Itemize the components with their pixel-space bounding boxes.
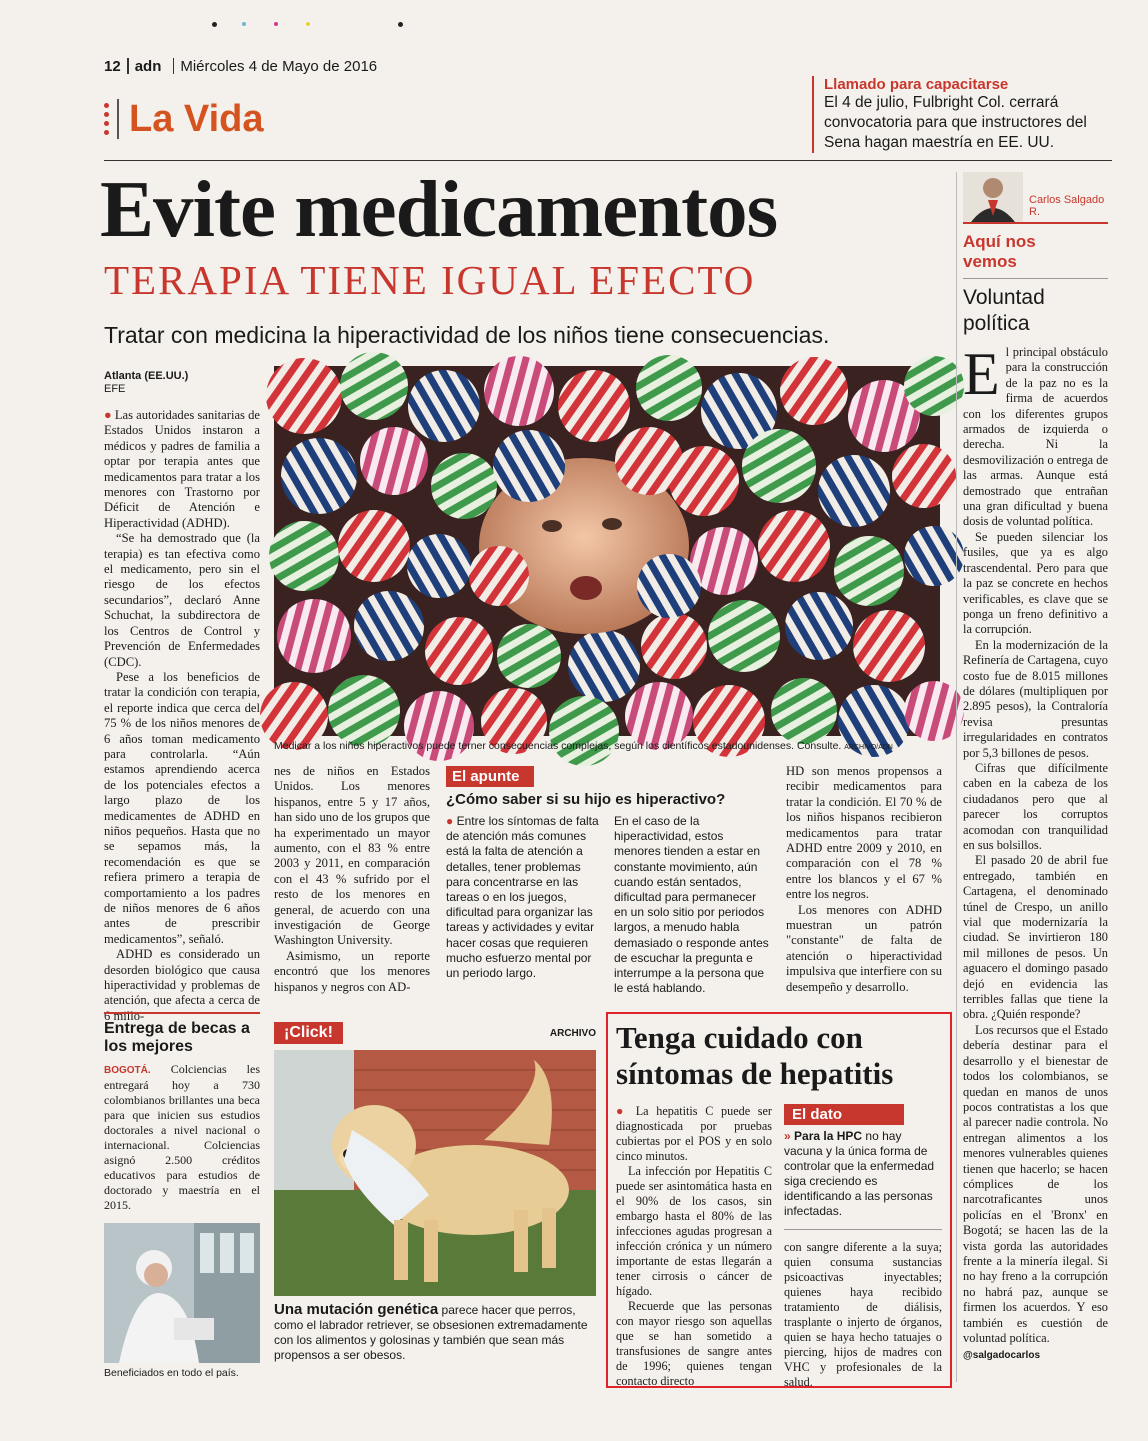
candy-balls-illustration [274,366,940,736]
click-credit: ARCHIVO [549,1027,596,1039]
section-title: La Vida [129,97,264,140]
candy-photo [274,366,940,736]
column-sidebar [956,172,1108,1382]
col5-paragraph-1: HD son menos propensos a recibir medicamentos para tratar la condición. El 70 % de los niños hispanos recibieron medicamentos para tratar ADHD entre 2009 y 2010, en comparación con el 78 % entre los blancos y el 67 % entre los negros. [786,764,942,902]
promo-text: El 4 de julio, Fulbright Col. cerrará convocatoria para que instructores del Sena hagan maestría en EE. UU. [824,94,1087,151]
column-paragraph-1: l principal obstáculo para la construcción de la paz no es la firma de acuerdos con los diferentes grupos armados de izquierda o derecha. Ni la desmovilización o entrega de las armas. Aunque está demostrado que entrañan una gran dificultad y buena dosis de voluntad política. [963,345,1108,529]
column-paragraph-4: Cifras que difícilmente caben en la cabeza de los ciudadanos pero que al parecer los corruptos acomodan con tranquilidad en sus bolsillos. [963,760,1108,852]
dato-label: El dato [784,1104,904,1125]
promo-title: Llamado para capacitarse [824,76,1009,93]
hepatitis-col2 [784,1104,942,1388]
apunte-box [446,766,772,996]
dato-text: » Para la HPC no hay vacuna y la única forma de controlar que la enfermedad siga creciendo es identificando a las personas infectadas. [784,1129,942,1230]
main-story-col1: ● Las autoridades sanitarias de Estados Unidos instaron a médicos y padres de familia a optar por terapia antes que medicamentos para tratar a los menores con Trastorno por Déficit de Atención e Hiperactividad (ADHD). “Se ha demostrado que (la terapia) es tan efectiva como el medicamento, pero sin el riesgo de los efectos secundarios”, declaró Anne Schuchat, la subdirectora de los Centros de Control y Prevención de Enfermedades (CDC). Pese a los beneficios de tratar la condición con terapia, el reporte indica que cerca del 75 % de los niños menores de 6 años toman medicamento para controlarla. “Aún estamos aprendiendo acerca de los potenciales efectos a largo plazo de los medicamentes de ADHD en niños pequeños. Hasta que no se sepamos más, la recomendación es que se refiera primero a terapia de comportamiento a los padres de niños menores de 6 años antes de prescribir medicamentos”, señaló. ADHD es considerado un desorden biológico que causa hiperactividad y problemas de atención, que afecta a cerca de 6 millo- [104,408,261,1023]
col1-paragraph-3: Pese a los beneficios de tratar la condición con terapia, el reporte indica que cerca del 75 % de los niños menores de 6 años toman medicamento para controlarla. “Aún estamos aprendiendo acerca de los potenciales efectos a largo plazo de los medicamentes de ADHD en niños pequeños. Hasta que no se sepamos más, la recomendación es que se refiera primero a terapia de comportamiento a los padres de niños menores de 6 años antes de prescribir medicamentos”, señaló. [104,669,260,946]
col2-paragraph-1: nes de niños en Estados Unidos. Los menores hispanos, entre 5 y 17 años, han sido uno de los grupos que ha experimentado un mayor aumento, con el 83 % entre 2003 y 2011, en comparación con el 43 % sufrido por el resto de los menores en general, de acuerdo con una investigación de George Washington University. [274,764,431,948]
section-tag [104,96,263,142]
top-rule [104,160,1112,161]
column-title: Voluntad política [963,286,1045,335]
column-paragraph-5: El pasado 20 de abril fue entregado, también en Cartagena, el denominado túnel de Crespo, un anillo vial que modernizaría la ciudad. Se invirtieron 180 mil millones de pesos. Un aguacero el domingo pasado dejó en evidencia las terribles fallas que tiene la obra. ¿Quién responde? [963,853,1108,1022]
becas-dateline: BOGOTÁ. [104,1065,151,1076]
dateline-agency: EFE [104,383,126,395]
columnist-handle: @salgadocarlos [963,1350,1041,1362]
registration-marks [212,18,412,32]
apunte-label: El apunte [446,766,534,787]
col1-paragraph-4: ADHD es considerado un desorden biológico que causa hiperactividad y problemas de atención, que afecta a cerca de 6 millo- [104,947,260,1023]
hepatitis-col1: ● La hepatitis C puede ser diagnosticada por pruebas cubiertas por el POS y en solo cinco minutos. La infección por Hepatitis C puede ser asintomática hasta en el 90% de los casos, sin embargo hasta el 80% de las infecciones agudas progresan a infección crónica y un número importante de estas llegarán a tener cirrosis o cáncer de hígado. Recuerde que las personas con mayor riesgo son aquellas que se han sometido a transfusiones de sangre antes de 1996; quienes tengan contacto directo [616,1104,772,1388]
apunte-title: ¿Cómo saber si su hijo es hiperactivo? [446,791,726,808]
dog-photo [274,1050,596,1296]
promo-box [812,76,1112,153]
columnist-name: Carlos Salgado R. [1029,194,1105,218]
column-paragraph-2: Se pueden silenciar los fusiles, que ya es algo trascendental. Pero para que la paz se concrete en hechos verificables, es clave que se ponga un freno definitivo a la corrupción. [963,529,1108,637]
click-header [274,1020,596,1046]
caption-text: Medicar a los niños hiperactivos puede terner consecuencias complejas, según los científicos estadounidenses. Consulte. [274,740,842,752]
apunte-col-b: En el caso de la hiperactividad, estos menores tienden a estar en constante movimiento, aún cuando están sentados, dificultad para permanecer en un solo sitio por periodos largos, a menudo habla demasiado o responde antes de escuchar la pregunta e interrumpe a la persona que le está hablando. [614,814,769,996]
columnist-header [963,172,1108,224]
section-dots [104,103,109,135]
col1-paragraph-1: Las autoridades sanitarias de Estados Unidos instaron a médicos y padres de familia a optar por terapia antes que medicamentos para tratar a los menores con Trastorno por Déficit de Atención e Hiperactividad (ADHD). [104,408,261,530]
click-caption: Una mutación genética parece hacer que perros, como el labrador retriever, se obsesionen extremadamente con los alimentos y golosinas y también que sean más propensos a ser obesos. [274,1301,588,1362]
hepatitis-headline: Tenga cuidado con síntomas de hepatitis [616,1020,894,1091]
col2-paragraph-2: Asimismo, un reporte encontró que los menores hispanos y negros con AD- [274,948,430,994]
column-paragraph-6: Los recursos que el Estado debería destinar para el desarrollo y el bienestar de todos los colombianos, se quedan en manos de unos pocos contratistas a los que al parecer nadie controla. No entregan alimentos a los menores vulnerables quienes tienen que hacerlo; se hacen cómplices de los narcotraficantes unos policías en el 'Bronx' en Bogotá; se hacen las de la vista gorda las autoridades frente a la minería ilegal. Si no hay freno a la corrupción no habrá paz, aunque se firmen los acuerdos. Y eso también es cuestión de voluntad política. [963,1022,1108,1345]
becas-photo [104,1223,260,1363]
apunte-col-a: ● Entre los síntomas de falta de atención más comunes está la falta de atención a detalles, tener problemas para concentrarse en las tareas o en los juegos, dificultad para organizar las tareas y actividades y evitar hacer cosas que requieren mucho esfuerzo mental por un periodo largo. [446,814,599,981]
headline: Evite medicamentos [100,164,778,254]
hepatitis-col2-text: con sangre diferente a la suya; quien consuma sustancias psicoactivas inyectables; quienes haya recibido tratamiento de diálisis, trasplante o injerto de órganos, quien se haya hecho tatuajes o piercing, hijos de madres con VHC y profesionales de la salud. [784,1240,942,1389]
brand-logo: adn [134,57,162,75]
col5-paragraph-2: Los menores con ADHD muestran un patrón "constante" de falta de atención o hiperactividad impulsiva que interfiere con su desempeño y desarrollo. [786,902,942,994]
dato-bold: Para la HPC [794,1129,863,1143]
click-caption-bold: Una mutación genética [274,1301,439,1318]
page-number: 12 [104,57,121,75]
click-label: ¡Click! [274,1022,343,1044]
photo-credit: ARCHIVO/ADN [844,744,893,751]
col1-paragraph-2: “Se ha demostrado que (la terapia) es tan efectiva como el medicamento, pero sin el riesgo de los efectos secundarios”, declaró Anne Schuchat, la subdirectora de los Centros de Control y Prevención de Enfermedades (CDC). [104,531,260,669]
column-body [963,341,1108,1441]
dateline [104,370,264,396]
becas-title: Entrega de becas a los mejores [104,1020,250,1055]
column-rule [963,278,1108,279]
click-box [274,1020,596,1370]
becas-caption: Beneficiados en todo el país. [104,1367,239,1379]
folio [104,56,377,76]
deck: Tratar con medicina la hiperactividad de los niños tiene consecuencias. [104,322,830,348]
column-paragraph-3: En la modernización de la Refinería de Cartagena, cuyo costo fue de 8.015 millones de dólares (multipliquen por 2.895 pesos), la Contraloría revisa presuntas irregularidades en contratos por 5,3 billones de pesos. [963,637,1108,760]
dateline-city: Atlanta (EE.UU.) [104,370,189,382]
becas-box [104,1012,261,1379]
drop-cap: E [963,341,1000,407]
photo-caption [274,740,940,754]
columnist-avatar [963,172,1023,222]
main-story-col5 [786,764,942,994]
subheadline: TERAPIA TIENE IGUAL EFECTO [104,257,756,303]
becas-text: BOGOTÁ. Colciencias les entregará hoy a 730 colombianos brillantes una beca para que inicien sus estudios doctorales a nivel nacional o internacional. Colciencias asignó 2.500 créditos educativos para estudios de doctorado y maestría en el 2015. [104,1062,261,1212]
issue-date: Miércoles 4 de Mayo de 2016 [180,57,378,75]
main-story-col2 [274,764,431,994]
column-name: Aquí nos vemos [963,232,1036,271]
hepatitis-box [606,1012,952,1388]
